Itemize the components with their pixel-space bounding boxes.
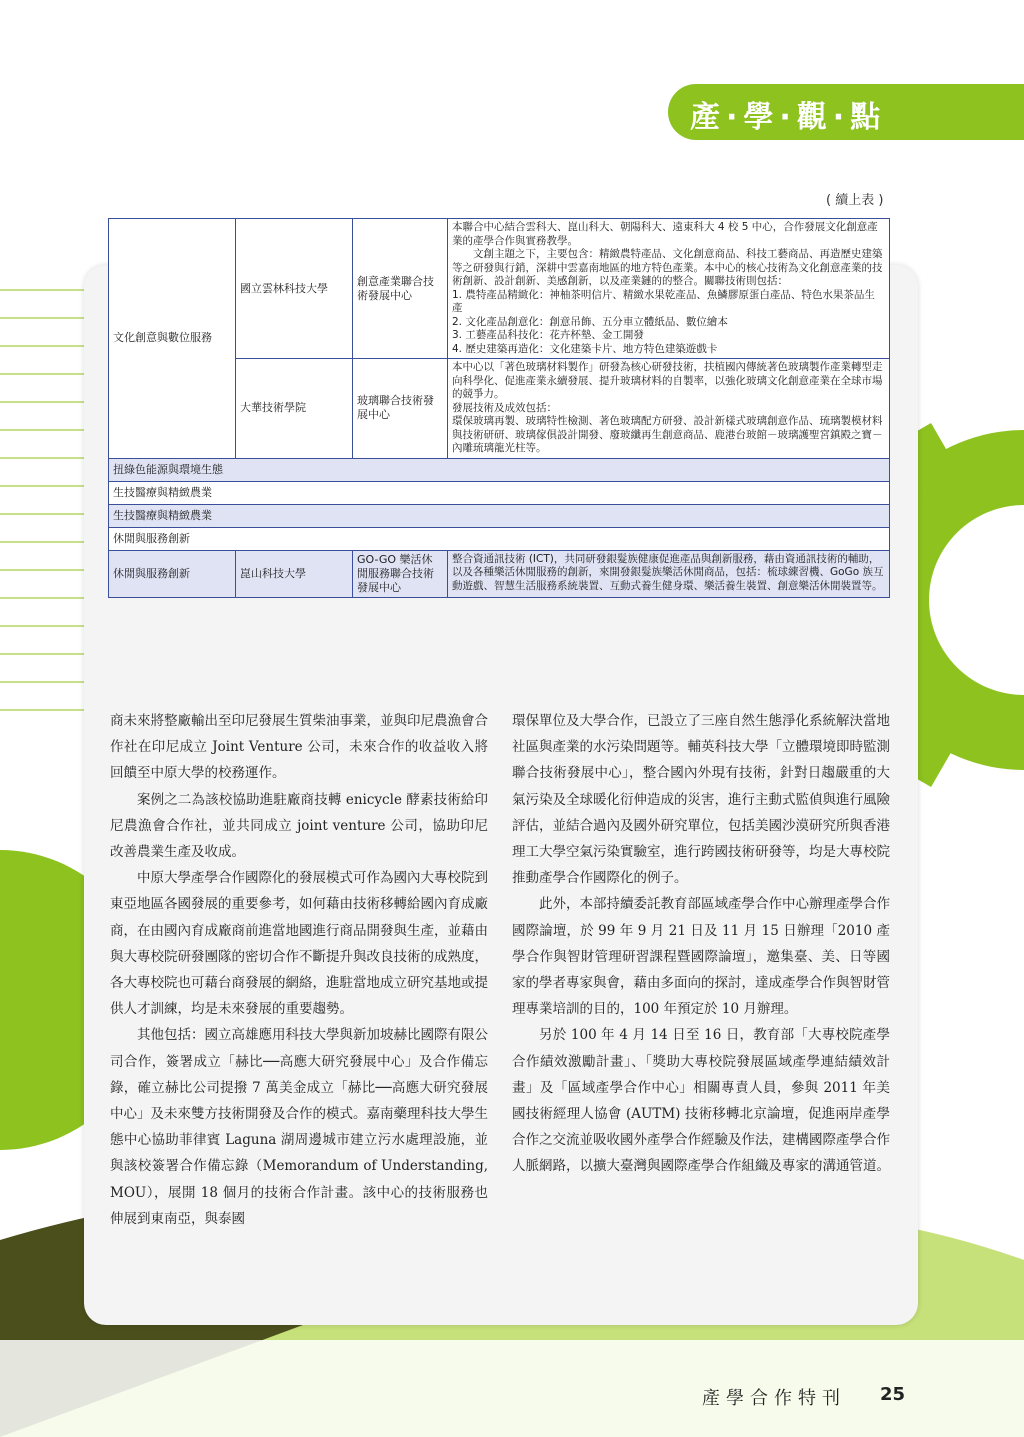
category-cell: 休閒與服務創新 [109,550,236,597]
right-text-column [512,708,890,1180]
paragraph: 此外，本部持續委託教育部區域產學合作中心辦理產學合作國際論壇，於 99 年 9 月 21 日及 11 月 15 日辦理「2010 產學合作與智財管理研習課程暨國際論壇」，邀集臺、美、日等國家的學者專家與會，藉由多面向的探討，達成產學合作與智財管理專業培訓的目的，100 年預定於 10 月辦理。 [512,896,890,1018]
center-cell: 創意產業聯合技術發展中心 [353,219,448,359]
description-line: 本聯合中心結合雲科大、崑山科大、朝陽科大、遠東科大 4 校 5 中心，合作發展文化創意產業的產學合作與實務教學。 [452,221,878,247]
category-band-row [109,458,890,481]
description-line: 2. 文化產品創意化：創意吊飾、五分車立體紙品、數位繪本 [452,315,728,328]
paragraph: 案例之二為該校協助進駐廠商技轉 enicycle 酵素技術給印尼農漁會合作社，並共同成立 joint venture 公司，協助印尼改善農業生產及收成。 [110,791,488,861]
table-row [109,550,890,597]
description-cell [448,219,890,359]
category-band-row [109,504,890,527]
page-number: 25 [880,1384,906,1405]
category-row-label: 休閒與服務創新 [109,527,890,550]
category-band-label: 生技醫療與精緻農業 [109,504,890,527]
description-cell [448,359,890,459]
description-line: 文創主題之下，主要包含：精緻農特產品、文化創意商品、科技工藝商品、再造歷史建築等之研發與行銷，深耕中雲嘉南地區的地方特色產業。本中心的核心技術為文化創意產業的技術創新、設計創新、美感創新，以及產業鏈的的整合。關聯技術則包括： [452,248,883,287]
description-line: 環保玻璃再製、玻璃特性檢測、著色玻璃配方研發、設計新樣式玻璃創意作品、琉璃製模材料與技術研研、玻璃傢俱設計開發、廢玻纖再生創意商品、鹿港台玻館－玻璃護聖宮鎮殿之寶－內雕琉璃龍光柱等。 [452,415,883,454]
left-text-column [110,708,488,1232]
paragraph: 中原大學產學合作國際化的發展模式可作為國內大專校院到東亞地區各國發展的重要參考，如何藉由技術移轉給國內育成廠商，在由國內育成廠商前進當地國進行商品開發與生產，並藉由與大專校院研發團隊的密切合作不斷提升與改良技術的成熟度，各大專校院也可藉台商發展的網絡，進駐當地成立研究基地或提供人才訓練，均是未來發展的重要趨勢。 [110,870,488,1018]
description-line: 整合資通訊技術 (ICT)，共同研發銀髮族健康促進產品與創新服務，藉由資通訊技術的輔助，以及各種樂活休閒服務的創新，來開發銀髮族樂活休閒商品，包括：梳球練習機、GoGo 族互動遊戲、智慧生活服務系統裝置、互動式養生健身環、樂活養生裝置、創意樂活休閒裝置等。 [452,552,884,592]
section-title: 產·學·觀·點 [690,100,887,135]
category-band-label: 扭綠色能源與環境生態 [109,458,890,481]
paragraph: 其他包括：國立高雄應用科技大學與新加坡赫比國際有限公司合作，簽署成立「赫比──高應大研究發展中心」及合作備忘錄，確立赫比公司提撥 7 萬美金成立「赫比──高應大研究發展中心」及未來雙方技術開發及合作的模式。嘉南藥理科技大學生態中心協助菲律賓 Laguna 湖周邊城市建立污水處理設施，並與該校簽署合作備忘錄（Memorandum of Understanding, MOU），展開 18 個月的技術合作計畫。該中心的技術服務也伸展到東南亞，與泰國 [110,1027,488,1227]
category-cell: 文化創意與數位服務 [109,219,236,459]
partner-centers-table [108,218,890,598]
category-row-label: 生技醫療與精緻農業 [109,481,890,504]
paragraph: 商未來將整廠輸出至印尼發展生質柴油事業，並與印尼農漁會合作社在印尼成立 Joint Venture 公司，未來合作的收益收入將回饋至中原大學的校務運作。 [110,713,488,782]
description-line: 1. 農特產品精緻化：神柚茶明信片、精緻水果乾產品、魚鱗膠原蛋白產品、特色水果茶品生產 [452,288,875,314]
description-cell [448,550,890,597]
school-cell: 大華技術學院 [236,359,353,459]
description-line: 4. 歷史建築再造化：文化建築卡片、地方特色建築遊戲卡 [452,342,718,355]
footer-area [0,1340,1024,1437]
school-cell: 國立雲林科技大學 [236,219,353,359]
magazine-title: 產學合作特刊 [702,1388,846,1409]
category-row [109,481,890,504]
center-cell: GO-GO 樂活休閒服務聯合技術發展中心 [353,550,448,597]
description-line: 3. 工藝產品科技化：花卉杯墊、金工開發 [452,329,644,341]
table-row [109,219,890,359]
paragraph: 另於 100 年 4 月 14 日至 16 日，教育部「大專校院產學合作績效激勵計畫」、「獎助大專校院發展區域產學連結績效計畫」及「區域產學合作中心」相關專責人員，參與 2011 年美國技術經理人協會 (AUTM) 技術移轉北京論壇，促進兩岸產學合作之交流並吸收國外產學合作經驗及作法，建構國際產學合作人脈網路，以擴大臺灣與國際產學合作組織及專家的溝通管道。 [512,1027,890,1175]
description-line: 發展技術及成效包括： [452,401,557,414]
table-continued-note: ( 續上表 ) [826,193,884,208]
category-row [109,527,890,550]
paragraph: 環保單位及大學合作，已設立了三座自然生態淨化系統解決當地社區與產業的水污染問題等。輔英科技大學「立體環境即時監測聯合技術發展中心」，整合國內外現有技術，針對日趨嚴重的大氣污染及全球暖化衍伸造成的災害，進行主動式監偵與進行風險評估，並結合過內及國外研究單位，包括美國沙漠研究所與香港理工大學空氣污染實驗室，進行跨國技術研發等，均是大專校院推動產學合作國際化的例子。 [512,713,890,887]
school-cell: 崑山科技大學 [236,550,353,597]
center-cell: 玻璃聯合技術發展中心 [353,359,448,459]
description-line: 本中心以「著色玻璃材料製作」研發為核心研發技術，扶植國內傳統著色玻璃製作產業轉型走向科學化、促進產業永續發展、提升玻璃材料的自製率，以強化玻璃文化創意產業在全球市場的競爭力。 [452,361,883,400]
